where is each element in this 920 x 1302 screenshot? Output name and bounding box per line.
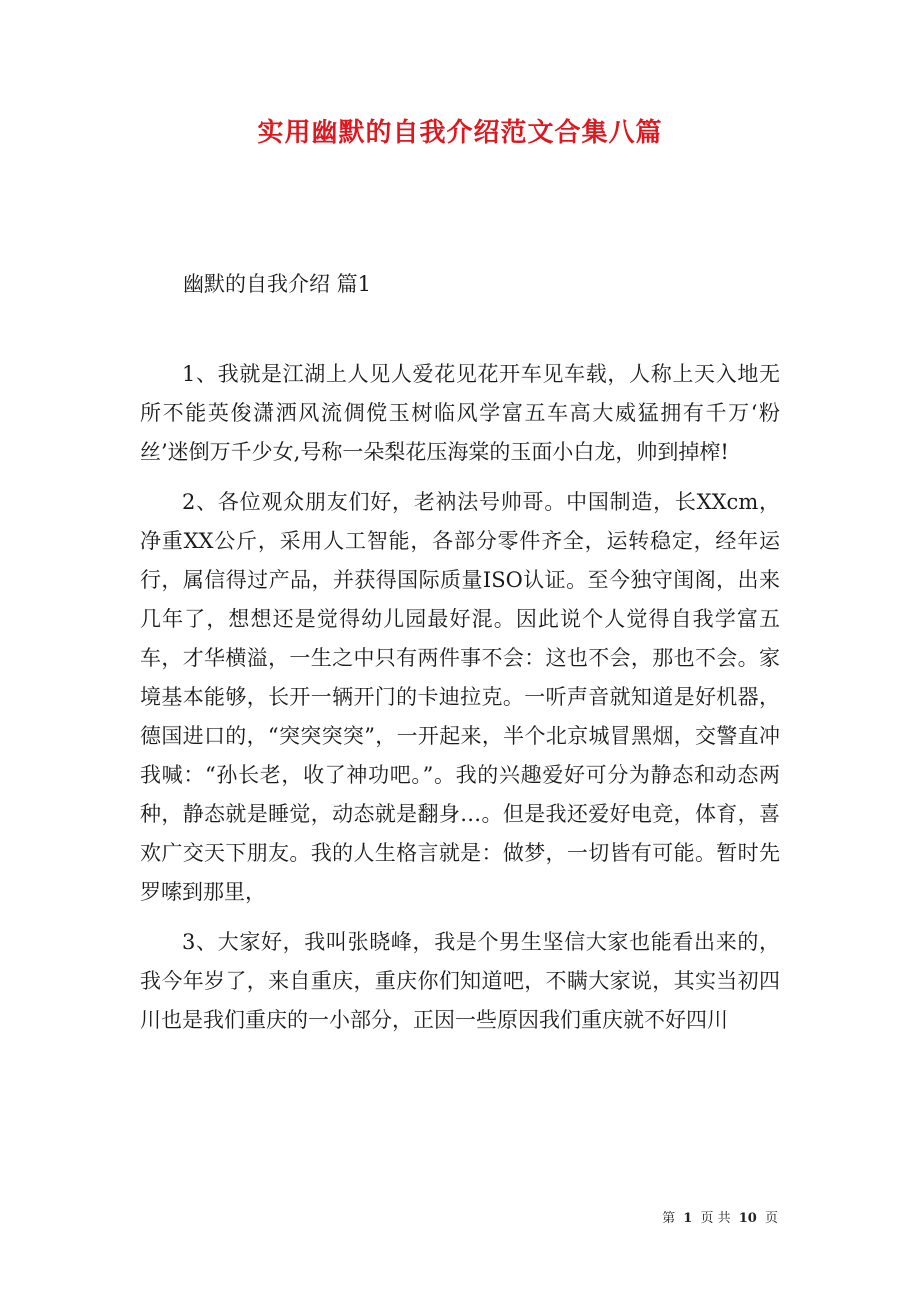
footer-middle: 页 共 <box>700 1211 731 1226</box>
paragraph-1: 1、我就是江湖上人见人爱花见花开车见车载，人称上天入地无所不能英俊潇洒风流倜傥玉树临风学富五车高大威猛拥有千万‘粉丝’迷倒万千少女,号称一朵梨花压海棠的玉面小白龙，帅到掉榨! <box>140 362 780 464</box>
section-heading: 幽默的自我介绍 篇1 <box>183 272 372 296</box>
paragraph-3: 3、大家好，我叫张晓峰，我是个男生坚信大家也能看出来的，我今年岁了，来自重庆，重庆你们知道吧，不瞒大家说，其实当初四川也是我们重庆的一小部分，正因一些原因我们重庆就不好四川 <box>140 930 780 1032</box>
document-title: 实用幽默的自我介绍范文合集八篇 <box>257 118 663 148</box>
paragraph-2: 2、各位观众朋友们好，老衲法号帅哥。中国制造，长XXcm，净重XX公斤，采用人工智能，各部分零件齐全，运转稳定，经年运行，属信得过产品，并获得国际质量ISO认证。至今独守闺阁，出来几年了，想想还是觉得幼儿园最好混。因此说个人觉得自我学富五车，才华横溢，一生之中只有两件事不会：这也不会，那也不会。家境基本能够，长开一辆开门的卡迪拉克。一听声音就知道是好机器，德国进口的，“突突突突”，一开起来，半个北京城冒黑烟，交警直冲我喊：“孙长老，收了神功吧。”。我的兴趣爱好可分为静态和动态两种，静态就是睡觉，动态就是翻身…。但是我还爱好电竞，体育，喜欢广交天下朋友。我的人生格言就是：做梦，一切皆有可能。暂时先罗嗦到那里， <box>140 490 780 904</box>
footer-prefix: 第 <box>662 1211 676 1226</box>
footer-page-number: 1 <box>683 1211 693 1226</box>
footer-suffix: 页 <box>764 1211 778 1226</box>
body-text <box>140 355 780 1051</box>
page-footer <box>660 1207 780 1226</box>
footer-total-pages: 10 <box>738 1211 757 1226</box>
